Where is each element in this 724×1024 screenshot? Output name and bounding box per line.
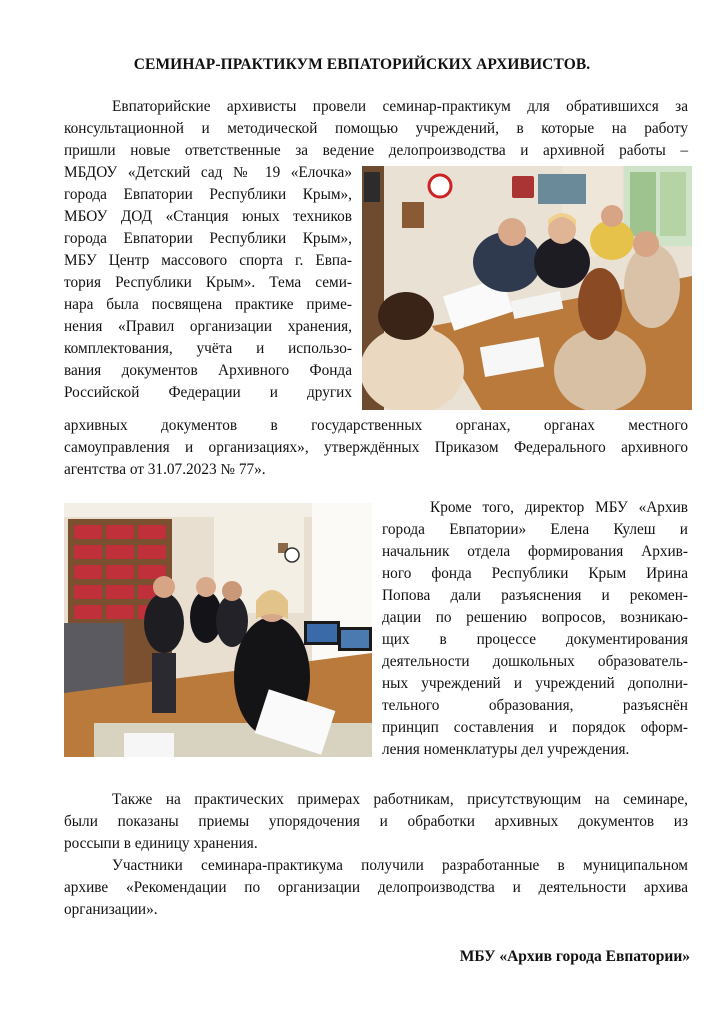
text-line: деятельности дошкольных образователь-	[382, 653, 688, 670]
text-line: самоуправления и организациях», утверждённых Приказом Федерального архивного	[64, 439, 688, 456]
photo-archive-room	[64, 503, 372, 757]
text-line: агентства от 31.07.2023 № 77».	[64, 461, 266, 478]
signature: МБУ «Архив города Евпатории»	[459, 948, 690, 965]
text-line: вания документов Архивного Фонда	[64, 362, 352, 379]
text-line: Участники семинара-практикума получили разработанные в муниципальном	[112, 857, 688, 874]
text-line: тельного образования, разъяснён	[382, 697, 688, 714]
paragraph-1-left-column	[64, 162, 352, 404]
text-line: начальник отдела формирования Архив-	[382, 543, 688, 560]
text-line: архиве «Рекомендации по организации делопроизводства и деятельности архива	[64, 879, 688, 896]
text-line: организации».	[64, 901, 158, 918]
text-line: были показаны приемы упорядочения и обработки архивных документов из	[64, 813, 688, 830]
paragraph-2-right-column	[382, 497, 688, 761]
paragraph-4	[64, 855, 688, 921]
text-line: города Евпатории Республики Крым»,	[64, 230, 352, 247]
text-line: Кроме того, директор МБУ «Архив	[430, 499, 688, 516]
text-line: Также на практических примерах работникам, присутствующим на семинаре,	[112, 791, 688, 808]
text-line: дации по решению вопросов, возникаю-	[382, 609, 688, 626]
text-line: Попова дали разъяснения и рекомен-	[382, 587, 688, 604]
paragraph-1-bottom	[64, 415, 688, 481]
text-line: нара была посвящена практике приме-	[64, 296, 352, 313]
text-line: МБОУ ДОД «Станция юных техников	[64, 208, 352, 225]
text-line: архивных документов в государственных органах, органах местного	[64, 417, 688, 434]
text-line: комплектования, учёта и использо-	[64, 340, 352, 357]
text-line: Российской Федерации и других	[64, 384, 352, 401]
text-line: МБДОУ «Детский сад № 19 «Елочка»	[64, 164, 352, 181]
text-line: ных учреждений и учреждений дополни-	[382, 675, 688, 692]
text-line: города Евпатории» Елена Кулеш и	[382, 521, 688, 538]
text-line: ления номенклатуры дел учреждения.	[382, 741, 630, 758]
paragraph-3	[64, 789, 688, 855]
text-line: Евпаторийские архивисты провели семинар-практикум для обратившихся за	[112, 98, 688, 115]
text-line: ного фонда Республики Крым Ирина	[382, 565, 688, 582]
document-title: СЕМИНАР-ПРАКТИКУМ ЕВПАТОРИЙСКИХ АРХИВИСТОВ.	[133, 56, 591, 73]
text-line: нения «Правил организации хранения,	[64, 318, 352, 335]
paragraph-1-top	[64, 96, 688, 162]
text-line: принцип составления и порядок оформ-	[382, 719, 688, 736]
text-line: тория Республики Крым». Тема семи-	[64, 274, 352, 291]
text-line: пришли новые ответственные за ведение делопроизводства и архивной работы –	[64, 142, 688, 159]
photo-seminar-table	[362, 166, 692, 410]
text-line: консультационной и методической помощью учреждений, в которые на работу	[64, 120, 688, 137]
text-line: щих в процессе документирования	[382, 631, 688, 648]
text-line: МБУ Центр массового спорта г. Евпа-	[64, 252, 352, 269]
text-line: россыпи в единицу хранения.	[64, 835, 258, 852]
text-line: города Евпатории Республики Крым»,	[64, 186, 352, 203]
